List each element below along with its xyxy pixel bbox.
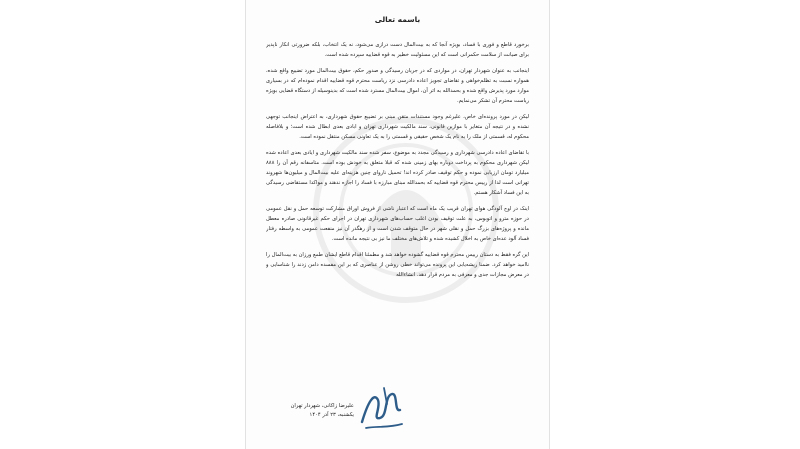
paragraph: با تقاضای اعاده دادرسی شهرداری و رسیدگی مجدد به موضوع، سفر شده سند مالکیت شهرداری و ایادی بعدی اعاده شده لیکن شهرداری محکوم به پرداخت دوباره بهای زمینی شده که قبلا متعلق به خودش بوده است. متاسفانه رقم آن را ۸۸۸ میلیارد تومان ارزیابی نموده و حکم توقیف صادر کرده اند! تحمیل ناروای چنین هزینه‌ای علیه بیت‌المال و میلیون‌ها شهروند تهرانی است لذا از رییس محترم قوه قضاییه که بحمدالله مبنای مبارزه با فساد را اجازه ندهند و مواکدا مستقاضی رسیدگی به این فساد آشکار هستم. (266, 150, 529, 196)
paragraph: اینجانب به عنوان شهردار تهران، در مواردی که در جریان رسیدگی و صدور حکم، حقوق بیت‌المال مورد تضییع واقع شده، همواره نسبت به تظلم‌خواهی و تقاضای تجویز اعاده دادرسی نزد ریاست محترم قوه قضاییه اقدام نموده‌ام که در بسیاری موارد مورد پذیرش واقع شده و بحمدالله به اثر آن، اموال بیت‌المال مسترد شده است که بدینوسیله از دستگاه قضایی بویژه ریاست محترم آن تشکر می‌نمایم. (266, 68, 529, 104)
signature-block (266, 380, 529, 440)
signer-name: علیرضا زاکانی، شهردار تهران (290, 403, 354, 409)
document-title: باسمه تعالی (374, 15, 421, 24)
document-body (266, 40, 529, 365)
paragraph: اینک در اوج آلودگی هوای تهران قریب یک ماه است که اعتبار ناشی از فروش اوراق مشارکت توسعه حمل و نقل عمومی در حوزه مترو و اتوبوس، به علت توقیف بودن اغلب حساب‌های شهرداری تهران در اجرای حکم غیرقانونی صادره معطل مانده و پروژه‌های بزرگ حمل و نقلی شهر در حال متوقف شدن است و از رهگذر آن نیز منفعت عمومی به واسطه رفتار فساد آلود عده‌ای خاص به اخلال کشیده شده و تلاش‌های مختلف ما نیز بی نتیجه مانده است. (266, 206, 529, 242)
paragraph: برخورد قاطع و فوری با فساد، بویژه آنجا که به بیت‌المال دست درازی می‌شود، نه یک انتخاب، بلکه ضرورتی انکار ناپذیر برای صیانت از سلامت حکمرانی است که این مسئولیت خطیر به قوه قضاییه سپرده شده است. (266, 42, 529, 58)
paragraph: لیکن در مورد پرونده‌ای خاص، علیرغم وجود مستندات متقن مبنی بر تضییع حقوق شهرداری، به اعتراض اینجانب توجهی نشده و در نتیجه آن متغایر با موازین قانونی، سند مالکیت شهرداری تهران و ابادی بعدی ابطال شده است؛ و بلافاصله محکوم له، قسمتی از ملک را به نام یک شخص حقیقی و قسمتی را به یک تعاونی مسکن منتقل نموده است. (266, 114, 529, 140)
document-page (245, 0, 550, 449)
signature-text (291, 402, 354, 420)
signature-date: یکشنبه، ۲۳ آذر ۱۴۰۴ (309, 412, 354, 418)
handwritten-signature-icon (354, 382, 409, 437)
paragraph: این گره فقط به دستان رییس محترم قوه قضاییه گشوده خواهد شد و مطمئنا اقدام قاطع ایشان طمع ورزان به بیت‌المال را ناامید خواهد کرد. ضمنا ریشه‌یابی این پرونده می‌تواند خطی روشن از عناصری که بر این مفسده دامن زدند را شناسایی و در معرض مجازات جدی و معرفی به مردم قرار دهد. انشاءالله (266, 252, 529, 278)
